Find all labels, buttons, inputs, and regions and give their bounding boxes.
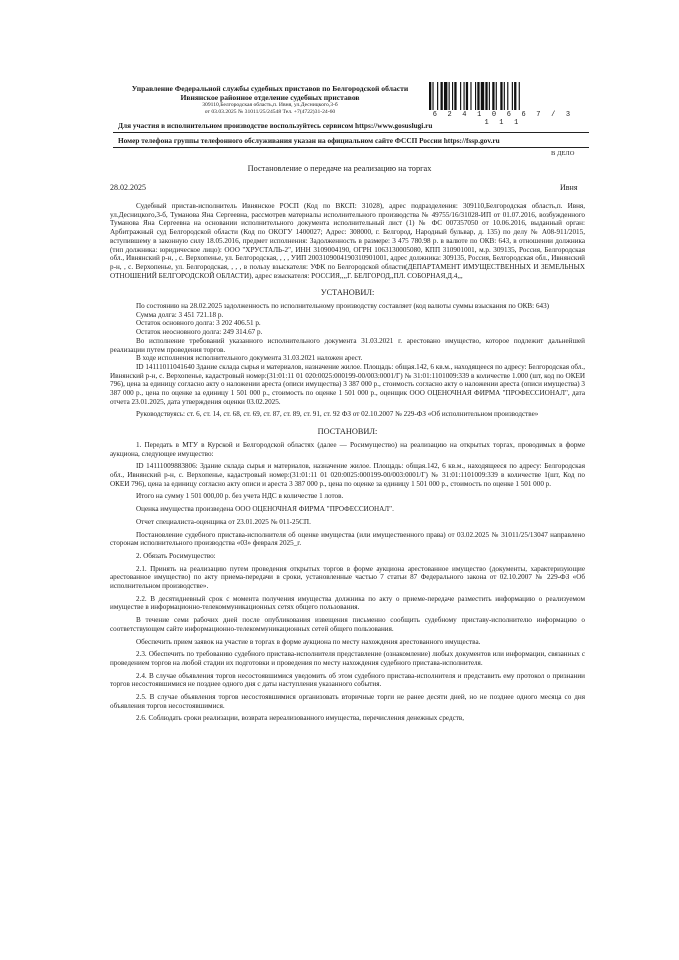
barcode-bar [460,82,461,110]
transfer-clause: 1. Передать в МТУ в Курской и Белгородской областях (далее — Росимущество) на реализацию на открытых торгах, проводимых в форме аукциона, следующее имущество: [110,440,585,458]
barcode-number: 6 2 4 1 0 6 6 7 / 3 1 1 1 [432,111,574,127]
barcode-bar [429,82,431,110]
barcode-bar [507,82,508,110]
barcode-bar [496,82,497,110]
department-address: 309110,Белгородская область,п. Ивня, ул.Десницкого,3-б [202,102,338,108]
barcode-bar [512,82,513,110]
debt-sum: Сумма долга: 3 451 721.18 р. [136,310,224,319]
clause-2-3: 2.3. Обеспечить по требованию судебного пристава-исполнителя представление (ознакомление) любых документов или информации, связанных с проведением торгов на любой стадии их подготовки и проведения по месту нахождения судебного пристава-исполнителя. [110,650,585,667]
barcode-bar [514,82,516,110]
barcode-bar [449,82,450,110]
arrest-paragraph: Во исполнение требований указанного исполнительного документа 31.03.2021 г. арестовано имущество, которое подлежит дальнейшей реализации путем проведения торгов. [110,336,585,354]
barcode-bar [466,82,468,110]
main-debt-remainder: Остаток основного долга: 3 202 406.51 р. [136,319,261,328]
valuation-resolution: Постановление судебного пристава-исполнителя об оценке имущества (или имущественного права) от 03.02.2025 № 31011/25/13047 направлено сторонам исполнительного производства «03» февраля 2025_г. [110,530,585,548]
barcode-bar [432,82,433,110]
clause-2-2-notice: В течение семи рабочих дней после опубликования извещения письменно сообщить судебному приставу-исполнителю информацию о соответствующем сайте информационно-телекоммуникационных сетей общего пользования. [110,616,585,633]
document-body [110,202,585,723]
obligation-heading: 2. Обязать Росимущество: [136,551,216,560]
barcode-bar [475,82,476,110]
lot-description: ID 14111009883806: Здание склада сырья и материалов, назначение жилое. Площадь: общая.142, 6 кв.м., находящееся по адресу: Белгородская обл., Ивнянский р-н, с. Верхопенье, кадастровый номер:(31:01:11 01 020:0025:000199-00/003:0001/Г) № 31:01:1101009:339 в количестве 1(шт, Код по ОКЕИ 796), цена за единицу согласно акту описи и ареста 3 387 000 р., цена по оценке за единицу 1 501 000 р., стоимость по оценке 1 501 000 р. [110,462,585,488]
document-reference: от 03.03.2025 № 31011/25/24548 Тел. +7(4722)31-24-60 [204,109,336,115]
barcode-bar [477,82,479,110]
barcode-bar [452,82,453,110]
barcode-bar [464,82,465,110]
barcode-bar [489,82,490,110]
barcode-bar [519,82,520,110]
barcode-bar [470,82,471,110]
clause-2-5: 2.5. В случае объявления торгов несостоявшимися организовать вторичные торги не ранее десяти дней, но не позднее одного месяца со дня объявления торгов несостоявшимися. [110,693,585,710]
letterhead [110,84,430,116]
gosuslugi-service-line: Для участия в исполнительном производстве воспользуйтесь сервисом https://www.gosuslugi.ru [118,121,433,130]
phone-info-line: Номер телефона группы телефонного обслуживания указан на официальном сайте ФССП России https://fssp.gov.ru [118,136,500,145]
clause-2-2: 2.2. В десятидневный срок с момента получения имущества должника по акту о приеме-передаче разместить информацию о реализуемом имуществе в информационно-телекоммуникационных сетях общего пользования. [110,594,585,612]
clause-2-1: 2.1. Принять на реализацию путем проведения открытых торгов в форме аукциона арестованное имущество (документы, характеризующие арестованное имущество) по акту приема-передачи в сроки, установленные частью 7 статьи 87 Федерального закона от 02.10.2007 № 229-ФЗ «Об исполнительном производстве». [110,564,585,591]
document-title: Постановление о передаче на реализацию на торгах [247,164,432,173]
secondary-debt-remainder: Остаток неосновного долга: 249 314.67 р. [136,328,263,337]
property-description: ID 14111011041640 Здание склада сырья и материалов, назначение жилое. Площадь: общая.142, 6 кв.м., находящееся по адресу: Белгородская обл., Ивнянский р-н, с. Верхопенье, кадастровый номер:(31:01:11 01 020:0025:000199-00/003:0001/Г) № 31:01:1101009:339 в количестве 1.000 (шт, код по ОКЕИ 796), цена за единицу согласно акту о наложении ареста (описи имущества) 3 387 000 р., стоимость согласно акту о наложении ареста (описи имущества) 3 387 000 р., цена по оценке за единицу 1 501 000 р., стоимость по оценке 1 501 000 р., оценщик ООО ОЦЕНОЧНАЯ ФИРМА "ПРОФЕССИОНАЛ", дата отчета 23.01.2025, дата утверждения оценки 03.02.2025. [110,362,585,406]
barcode-bar [504,82,505,110]
appraiser-report: Отчет специалиста-оценщика от 23.01.2025 № 011-25СП. [136,517,311,526]
barcode-bar [437,82,438,110]
barcode-graphic [428,82,578,110]
clause-2-2-applications: Обеспечить прием заявок на участие в торгах в форме аукциона по месту нахождения арестованного имущества. [136,637,481,646]
barcode-bar [441,82,443,110]
barcode-bar [481,82,484,110]
barcode-bar [454,82,456,110]
document-place: Ивня [560,183,578,192]
divider-line [113,132,589,133]
section-heading-resolved: ПОСТАНОВИЛ: [317,427,378,437]
file-stamp: В ДЕЛО [551,150,575,157]
divider-line [113,147,589,148]
arrest-note: В ходе исполнения исполнительного документа 31.03.2021 наложен арест. [136,354,363,363]
clause-2-6: 2.6. Соблюдать сроки реализации, возврата нереализованного имущества, перечисления денежных средств, [136,714,465,723]
issuing-department: Ивнянское районное отделение судебных приставов [180,93,360,102]
lot-total: Итого на сумму 1 501 000,00 р. без учета НДС в количестве 1 лотов. [136,492,344,501]
document-date: 28.02.2025 [110,183,146,192]
barcode-bar [500,82,502,110]
barcode-bar [492,82,494,110]
valuation-note: Оценка имущества произведена ООО ОЦЕНОЧНАЯ ФИРМА "ПРОФЕССИОНАЛ". [136,505,394,514]
barcode-bar [485,82,487,110]
legal-basis: Руководствуясь: ст. 6, ст. 14, ст. 68, ст. 69, ст. 87, ст. 89, ст. 91, ст. 92 ФЗ от 02.10.2007 № 229-ФЗ «Об исполнительном производстве» [136,410,539,419]
section-heading-established: УСТАНОВИЛ: [320,288,375,298]
debt-status-paragraph: По состоянию на 28.02.2025 задолженность по исполнительному производству составляет (код валюты суммы взыскания по ОКВ: 643) [136,302,550,311]
intro-paragraph: Судебный пристав-исполнитель Ивнянское РОСП (Код по ВКСП: 31028), адрес подразделения: 309110,Белгородская область,п. Ивня, ул.Десницкого,3-б, Туманова Яна Сергеевна, рассмотрев материалы исполнительного производства № 49755/16/31028-ИП от 01.07.2016, возбужденного Туманова Яна Сергеевна на основании исполнительного документа исполнительный лист (1) № ФС 007357050 от 10.06.2016, выданный орган: Арбитражный суд Белгородской области (Код по ОКОГУ 1400027; Адрес: 308000, г. Белгород, Народный бульвар, д. 135) по делу № А08-911/2015, вступившему в законную силу 18.05.2016, предмет исполнения: Задолженность в размере: 3 475 780.98 р. в валюте по ОКВ: 643, в отношении должника (тип должника: юридическое лицо): ООО "ХРУСТАЛЬ-2", ИНН 3109004190, ОГРН 1063130005080, КПП 310901001, м.р. 309135, Россия, Белгородская обл., Ивнянский р-н, , с. Верхопенье, ул. Белгородская, , , , УИП 20031090041903109010​01, адрес должника: 309135, Россия, Белгородская обл., Ивнянский р-н, , с. Верхопенье, ул. Белгородская, , , , в пользу взыскателя: УФК по Белгородской области(ДЕПАРТАМЕНТ ИМУЩЕСТВЕННЫХ И ЗЕМЕЛЬНЫХ ОТНОШЕНИЙ БЕЛГОРОДСКОЙ ОБЛАСТИ), адрес взыскателя: РОССИЯ,,,,Г. БЕЛГОРОД,,ПЛ. СОБОРНАЯ,Д.4,,, [110,202,585,280]
issuing-authority: Управление Федеральной службы судебных приставов по Белгородской области [131,84,409,93]
barcode-bar [444,82,447,110]
clause-2-4: 2.4. В случае объявления торгов несостоявшимися уведомить об этом судебного пристава-исполнителя и представить ему протокол о признании торгов несостоявшимися не позднее одного дня с даты наступления указанного события. [110,671,585,689]
